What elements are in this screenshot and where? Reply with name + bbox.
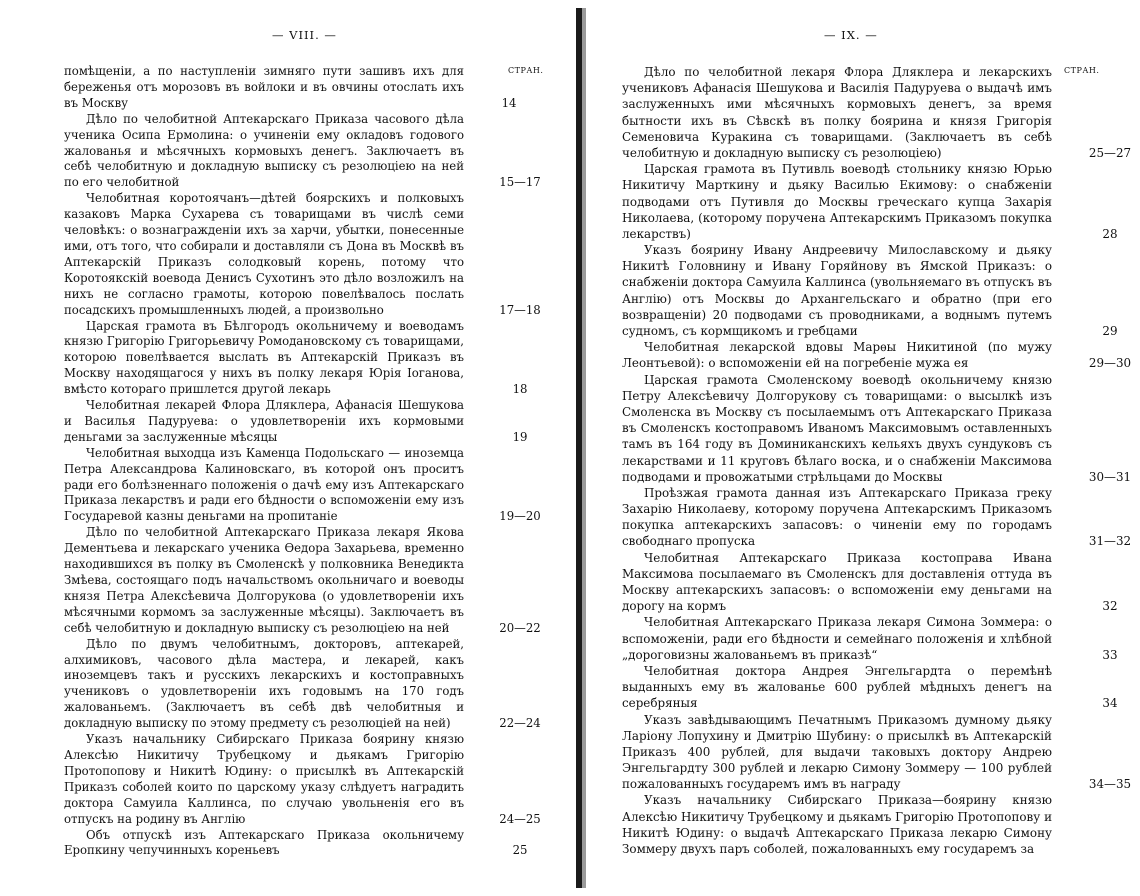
toc-entry: Челобитная Аптекарскаго Приказа лекаря Симона Зоммера: о вспоможеніи, ради его бѣдности и семейнаго положенія и хлѣбной „дороговизны жалованьемъ въ приказѣ“ 33 [622,614,1134,663]
toc-page-number: 34—35 [1088,777,1132,792]
toc-page-number: 29—30 [1088,356,1132,371]
toc-page-number: 28 [1102,226,1118,241]
toc-entry: Челобитная Аптекарскаго Приказа костоправа Ивана Максимова посылаемаго въ Смоленскъ для доставленія оттуда въ Москву аптекарскихъ запасовъ: о вспоможеніи ему деньгами на дорогу на кормъ 32 [622,550,1134,615]
toc-page-number: 25 [512,843,528,858]
toc-page-number: 18 [512,382,528,397]
toc-page-number: 20—22 [499,620,541,635]
gutter-shadow [582,8,586,888]
toc-entry: Дѣло по челобитной Аптекарскаго Приказа лекаря Якова Дементьева и лекарскаго ученика Өедора Захарьева, временно находившихся въ полку въ Смоленскѣ у полковника Венедикта Змѣева, состоящаго подъ начальствомъ окольничаго и воеводы князя Петра Алексѣевича Долгорукова (о удовлетвореніи ихъ мѣсячными кормомъ за заслуженные мѣсяцы). Заключаетъ въ себѣ челобитную и докладную выписку съ резолюціею на ней 20—22 [64,525,544,636]
toc-entry: Царская грамота въ Путивль воеводѣ стольнику князю Юрью Никитичу Марткину и дьяку Василью Екимову: о снабженіи подводами отъ Путивля до Москвы греческаго купца Захарія Николаева, (которому поручена Аптекарскимъ Приказомъ покупка лекарствъ) 28 [622,161,1134,242]
left-page-toc [64,64,544,859]
toc-entry: Указъ начальнику Сибирскаго Приказа—боярину князю Алексѣю Никитичу Трубецкому и дьякамъ Григорію Протопопову и Никитѣ Юдину: о выдачѣ Аптекарскаго Приказа лекарю Симону Зоммеру двухъ паръ соболей, пожалованныхъ ему государемъ за [622,793,1052,856]
toc-entry: Челобитная выходца изъ Каменца Подольскаго — иноземца Петра Александрова Калиновскаго, въ которой онъ проситъ ради его болѣзненнаго положенія о дачѣ ему изъ Аптекарскаго Приказа лекарствъ и ради его бѣдности о вспоможеніи ему изъ Государевой казны деньгами на пропитаніе 19—20 [64,446,544,526]
toc-page-number: 29 [1102,324,1118,338]
toc-entry: Царская грамота Смоленскому воеводѣ окольничему князю Петру Алексѣевичу Долгорукову съ товарищами: о высылкѣ изъ Смоленска въ Москву съ посылаемымъ отъ Аптекарскаго Приказа въ Смоленскъ костоправомъ Иваномъ Максимовымъ оставленныхъ тамъ въ 164 году въ Доминиканскихъ кельяхъ двухъ сундуковъ съ лекарствами и 11 круговъ бѣлаго воска, и о снабженіи Максимова подводами и провожатыми стрѣльцами до Москвы 30—31 [622,372,1134,485]
right-page-column-label: СТРАН. [1064,66,1100,75]
right-page [588,0,1140,896]
toc-entry: Челобитная лекарей Флора Дляклера, Афанасія Шешукова и Василья Падуруева: о удовлетвореніи ихъ кормовыми деньгами за заслуженные мѣсяцы 19 [64,398,544,446]
toc-entry: Челобитная коротоячанъ—дѣтей боярскихъ и полковыхъ казаковъ Марка Сухарева съ товарищами въ числѣ семи человѣкъ: о вознагражденіи ихъ за харчи, убытки, понесенные ими, отъ того, что собирали и доставляли съ Дона въ Москвѣ въ Аптекарскій Приказъ солодковый корень, потому что Коротоякскій воевода Денисъ Сухотинъ это дѣло возложилъ на нихъ не согласно грамоты, которою повелѣвалось послать посадскихъ промышленныхъ людей, а произвольно 17—18 [64,191,544,318]
toc-page-number: 34 [1102,696,1118,711]
toc-page-number: 33 [1102,647,1118,662]
toc-entry: Дѣло по двумъ челобитнымъ, докторовъ, аптекарей, алхимиковъ, часового дѣла мастера, и лекарей, какъ иноземцевъ такъ и русскихъ лекарскихъ и костоправныхъ учениковъ о удовлетвореніи ихъ годовымъ на 170 годъ жалованьемъ. (Заключаетъ въ себѣ двѣ челобитныя и докладную выписку по этому предмету съ резолюціей на ней) 22—24 [64,637,544,732]
toc-entry: Указъ завѣдывающимъ Печатнымъ Приказомъ думному дьяку Ларіону Лопухину и Дмитрію Шубину: о присылкѣ въ Аптекарскій Приказъ 400 рублей, для выдачи таковыхъ доктору Андрею Энгельгардту 300 рублей и лекарю Симону Зоммеру — 100 рублей пожалованныхъ государемъ имъ въ награду 34—35 [622,712,1134,793]
left-page-header: — VIII. — [272,28,337,42]
toc-page-number: 30—31 [1088,469,1132,484]
toc-page-number: 22—24 [499,716,541,731]
toc-page-number: 19 [512,429,528,444]
toc-page-number: 14 [501,95,517,110]
toc-page-number: 19—20 [499,509,541,524]
toc-entry: Челобитная лекарской вдовы Марѳы Никитиной (по мужу Леонтьевой): о вспоможеніи ей на погребеніе мужа ея 29—30 [622,339,1134,371]
toc-entry: Дѣло по челобитной Аптекарскаго Приказа часового дѣла ученика Осипа Ермолина: о учиненіи ему окладовъ годового жалованья и мѣсячныхъ кормовыхъ денегъ. Заключаетъ въ себѣ челобитную и докладную выписку съ резолюціею на ней по его челобитной 15—17 [64,112,544,192]
toc-entry: Указъ начальнику Сибирскаго Приказа боярину князю Алексѣю Никитичу Трубецкому и дьякамъ Григорію Протопопову и Никитѣ Юдину: о присылкѣ въ Аптекарскій Приказъ соболей които по царскому указу слѣдуетъ наградить доктора Самуила Каллинса, по случаю увольненія его въ отпускъ на родину въ Англію 24—25 [64,732,544,827]
toc-entry: Дѣло по челобитной лекаря Флора Дляклера и лекарскихъ учениковъ Афанасія Шешукова и Василія Падуруева о выдачѣ имъ заслуженныхъ ими мѣсячныхъ кормовыхъ денегъ, за время бытности ихъ въ Сѣвскѣ въ полку боярина и князя Григорія Семеновича Куракина съ товарищами. (Заключаетъ въ себѣ челобитную и докладную выписку съ резолюціею) 25—27 [622,64,1134,161]
toc-entry: Объ отпускѣ изъ Аптекарскаго Приказа окольничему Еропкину чепучинныхъ кореньевъ 25 [64,828,544,860]
toc-entry: Проѣзжая грамота данная изъ Аптекарскаго Приказа греку Захарію Николаеву, которому поручена Аптекарскимъ Приказомъ покупка аптекарскихъ запасовъ: о чиненіи ему по городамъ свободнаго пропуска 31—32 [622,485,1134,550]
right-page-toc [622,64,1134,857]
toc-page-number: 31—32 [1088,534,1132,549]
left-page-column-label: СТРАН. [508,66,544,75]
toc-entry: помѣщеніи, а по наступленіи зимняго пути зашивъ ихъ для береженья отъ морозовъ въ войлоки и въ овчины отослать ихъ въ Москву 14 [64,64,544,112]
toc-page-number: 15—17 [499,175,541,190]
toc-entry: Царская грамота въ Бѣлгородъ окольничему и воеводамъ князю Григорію Григорьевичу Ромодановскому съ товарищами, которою повелѣвается выслать въ Аптекарскій Приказъ въ Москву находящагося у нихъ въ полку лекаря Юрія Іоганова, вмѣсто котораго пришлется другой лекарь 18 [64,319,544,399]
toc-entry: Указъ боярину Ивану Андреевичу Милославскому и дьяку Никитѣ Головнину и Ивану Горяйнову въ Ямской Приказъ: о снабженіи доктора Самуила Каллинса (увольняемаго въ отпускъ въ Англію) отъ Москвы до Архангельскаго и обратно (при его возвращеніи) 20 подводами съ проводниками, а воднымъ путемъ судномъ, съ кормщикомъ и гребцами 29 [622,242,1134,339]
toc-page-number: 32 [1102,599,1118,614]
toc-entry: Челобитная доктора Андрея Энгельгардта о перемѣнѣ выданныхъ ему въ жалованье 600 рублей мѣдныхъ денегъ на серебряныя 34 [622,663,1134,712]
toc-page-number: 17—18 [499,302,541,317]
right-page-header: — IX. — [824,28,878,42]
toc-page-number: 24—25 [499,811,541,826]
toc-page-number: 25—27 [1088,145,1132,160]
